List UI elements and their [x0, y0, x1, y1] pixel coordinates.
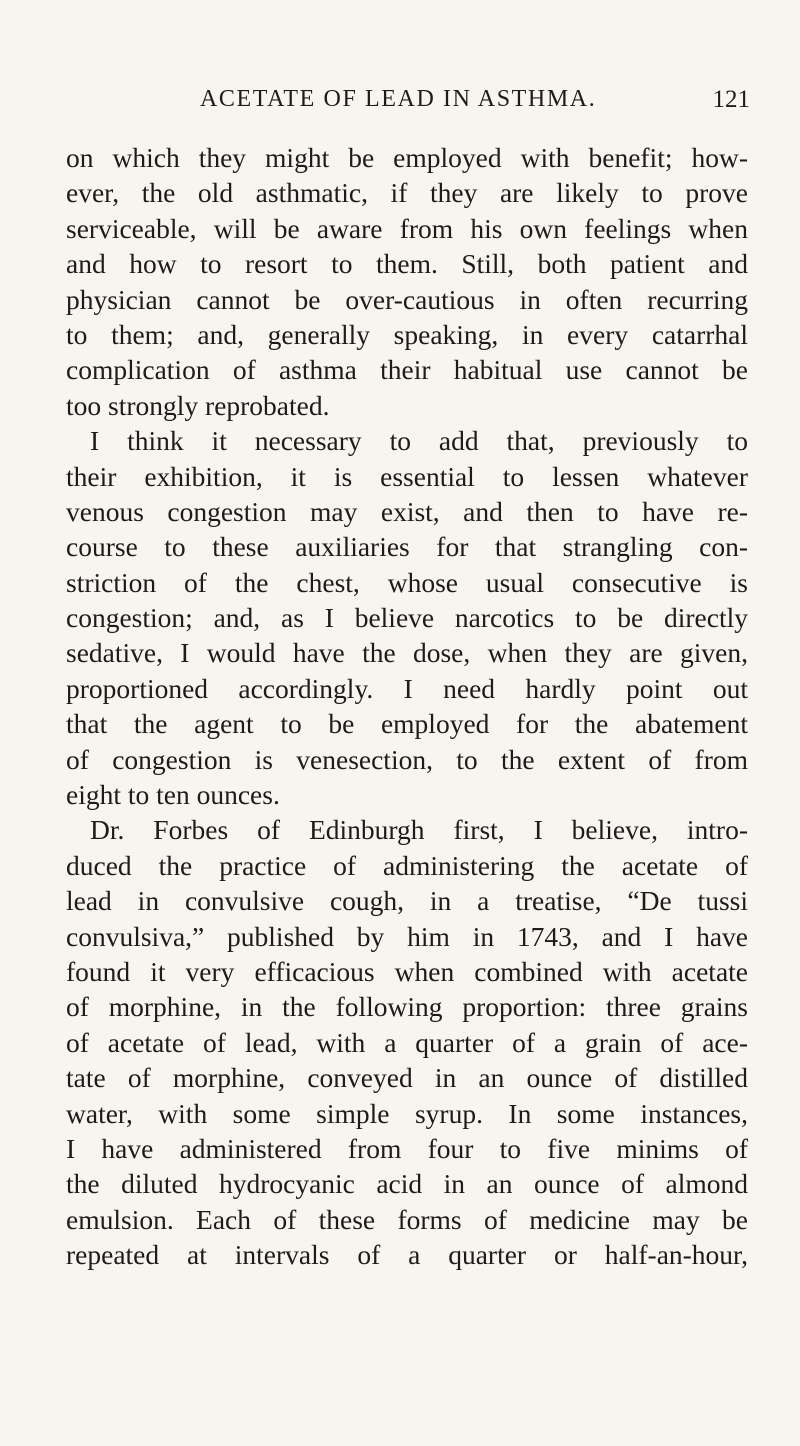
text-line: sedative, I would have the dose, when they are given, — [66, 637, 748, 669]
text-line: venous congestion may exist, and then to have re- — [66, 495, 748, 527]
text-line: congestion; and, as I believe narcotics to be directly — [66, 602, 748, 634]
text-line: duced the practice of administering the acetate of — [66, 849, 748, 881]
text-line: ever, the old asthmatic, if they are likely to prove — [66, 177, 748, 209]
text-line: emulsion. Each of these forms of medicine may be — [66, 1203, 748, 1235]
page-number: 121 — [712, 86, 750, 113]
text-line: I have administered from four to five minims of — [66, 1132, 748, 1164]
text-line: physician cannot be over-cautious in often recurring — [66, 283, 748, 315]
text-line: the diluted hydrocyanic acid in an ounce of almond — [66, 1168, 748, 1200]
body-text — [66, 140, 748, 1273]
text-line: tate of morphine, conveyed in an ounce of distilled — [66, 1062, 748, 1094]
text-line: eight to ten ounces. — [66, 779, 280, 811]
paragraph-first-line: Dr. Forbes of Edinburgh first, I believe, intro- — [90, 814, 748, 846]
text-line: too strongly reprobated. — [66, 389, 330, 421]
text-line: to them; and, generally speaking, in every catarrhal — [66, 318, 748, 350]
text-line: of acetate of lead, with a quarter of a grain of ace- — [66, 1026, 748, 1058]
text-line: repeated at intervals of a quarter or half-an-hour, — [66, 1239, 748, 1271]
text-line: serviceable, will be aware from his own feelings when — [66, 212, 748, 244]
text-line: water, with some simple syrup. In some instances, — [66, 1097, 748, 1129]
text-line: lead in convulsive cough, in a treatise, “De tussi — [66, 885, 748, 917]
text-line: striction of the chest, whose usual consecutive is — [66, 566, 748, 598]
text-line: convulsiva,” published by him in 1743, and I have — [66, 920, 748, 952]
text-line: and how to resort to them. Still, both patient and — [66, 248, 748, 280]
paragraph-first-line: I think it necessary to add that, previously to — [90, 425, 748, 457]
text-line: course to these auxiliaries for that strangling con- — [66, 531, 748, 563]
running-head — [200, 86, 750, 120]
text-line: found it very efficacious when combined with acetate — [66, 955, 748, 987]
text-line: proportioned accordingly. I need hardly point out — [66, 672, 748, 704]
text-line: of congestion is venesection, to the extent of from — [66, 743, 748, 775]
text-line: on which they might be employed with benefit; how- — [66, 142, 748, 173]
text-line: of morphine, in the following proportion: three grains — [66, 991, 748, 1023]
text-line: complication of asthma their habitual use cannot be — [66, 354, 748, 386]
running-title: ACETATE OF LEAD IN ASTHMA. — [200, 86, 597, 112]
text-line: that the agent to be employed for the abatement — [66, 708, 748, 740]
text-line: their exhibition, it is essential to lessen whatever — [66, 460, 748, 492]
